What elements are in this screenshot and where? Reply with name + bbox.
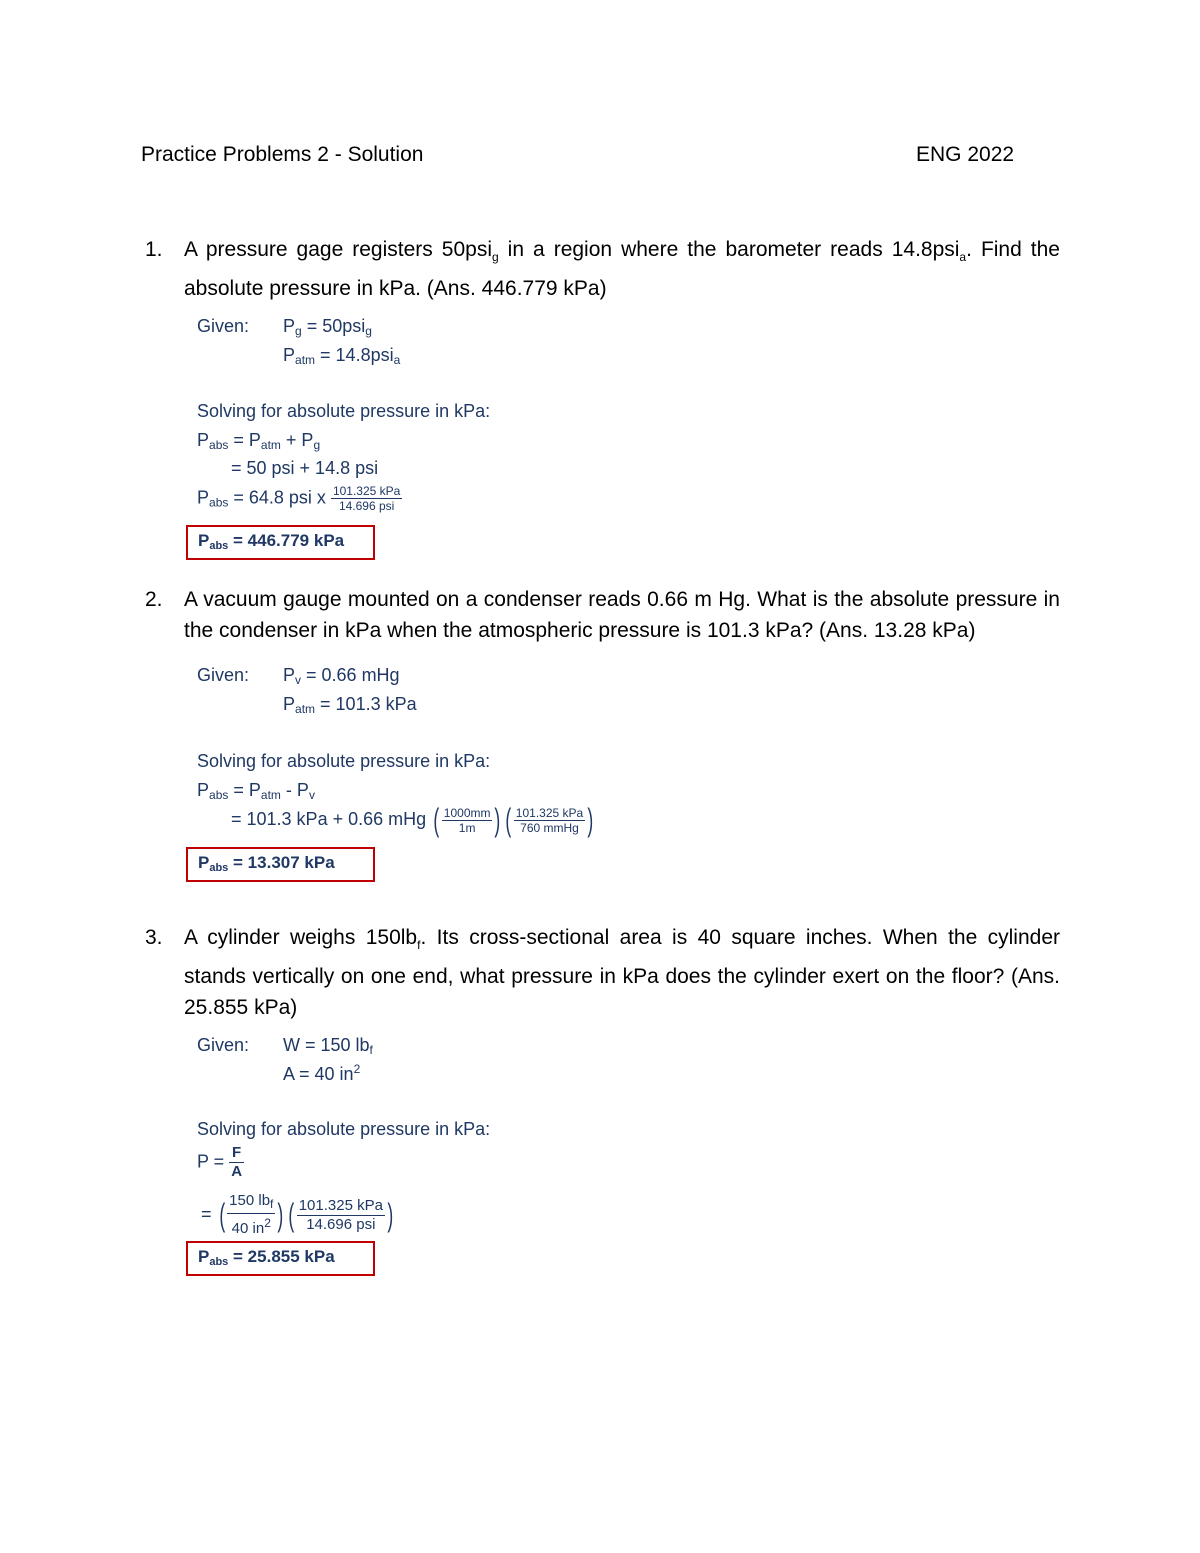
solving-heading: Solving for absolute pressure in kPa: xyxy=(197,1119,491,1139)
problem-text: A pressure gage registers 50psi$_g$ in a region where the barometer reads 14.8psi$_a$. Find the absolute pressure in kPa. (Ans. 446.779 kPa) xyxy=(184,238,1060,301)
fraction: $\frac{\text{101.325 kPa}}{\text{14.696 psi}}$ xyxy=(298,1196,383,1233)
answer: $P_{abs} = 13.307$ kPa xyxy=(198,853,335,874)
given-value: $P_g = 50psi_g$ xyxy=(283,316,372,338)
fraction: $\frac{\text{101.325 kPa}}{\text{14.696 psi}}$ xyxy=(332,484,401,513)
answer: $P_{abs} = 25.855$ kPa xyxy=(198,1247,335,1268)
problem-number: 2. xyxy=(145,588,163,611)
fraction: $\frac{F}{A}$ xyxy=(231,1144,243,1180)
solving-heading: Solving for absolute pressure in kPa: xyxy=(197,401,491,421)
fraction: $\frac{\text{101.325 kPa}}{\text{760 mmHg}}$ xyxy=(515,805,584,835)
given-value: W = 150 $lb_f$ xyxy=(283,1035,373,1057)
equation: $P_{abs} = 64.8$ psi x $\frac{\text{101.325 kPa}}{\text{14.696 psi}}$ xyxy=(197,484,401,513)
fraction: $\frac{1000mm}{1m}$ xyxy=(443,805,491,835)
given-value: $P_{atm} = 14.8psi_a$ xyxy=(283,345,401,367)
answer-box xyxy=(186,1241,375,1276)
problem-number: 1. xyxy=(145,238,163,261)
fraction: $\frac{150 lb_f}{40 in^2}$ xyxy=(229,1192,274,1237)
given-value: $P_{atm} = 101.3$ kPa xyxy=(283,694,417,716)
solving-heading: Solving for absolute pressure in kPa: xyxy=(197,751,491,771)
answer-box xyxy=(186,847,375,882)
given-label: Given: xyxy=(197,316,250,336)
equation: = 50 psi + 14.8 psi xyxy=(231,458,379,478)
problem-number: 3. xyxy=(145,926,163,949)
document-title: Practice Problems 2 - Solution xyxy=(141,143,424,166)
equation: $P_{abs} = P_{atm} + P_g$ xyxy=(197,430,321,452)
given-value: $P_v = 0.66$ mHg xyxy=(283,665,400,687)
answer-box xyxy=(186,525,375,560)
course-code: ENG 2022 xyxy=(916,143,1015,166)
given-label: Given: xyxy=(197,1035,250,1055)
equation: $P_{abs} = P_{atm} - P_v$ xyxy=(197,780,315,802)
given-value: A = 40 $in^2$ xyxy=(283,1062,361,1084)
given-label: Given: xyxy=(197,665,250,685)
problem-text: A cylinder weighs $150lb_f$. Its cross-sectional area is 40 square inches. When the cylinder stands vertically on one end, what pressure in kPa does the cylinder exert on the floor? (Ans. 25.855 kPa) xyxy=(184,926,1060,1020)
problem-text: A vacuum gauge mounted on a condenser reads 0.66 m Hg. What is the absolute pressure in the condenser in kPa when the atmospheric pressure is 101.3 kPa? (Ans. 13.28 kPa) xyxy=(184,588,1060,642)
equation: = ( $\frac{150 lb_f}{40 in^2}$ ) ( $\frac{\text{101.325 kPa}}{\text{14.696 psi}}$ ) xyxy=(201,1192,394,1237)
answer: $P_{abs} = 446.779$ kPa xyxy=(198,531,345,552)
equation: = 101.3 kPa + 0.66 mHg ( $\frac{1000mm}{1m}$ ) ( $\frac{\text{101.325 kPa}}{\text{760 mmHg}}$ ) xyxy=(231,802,594,838)
equation: P = $\frac{F}{A}$ xyxy=(197,1144,243,1180)
